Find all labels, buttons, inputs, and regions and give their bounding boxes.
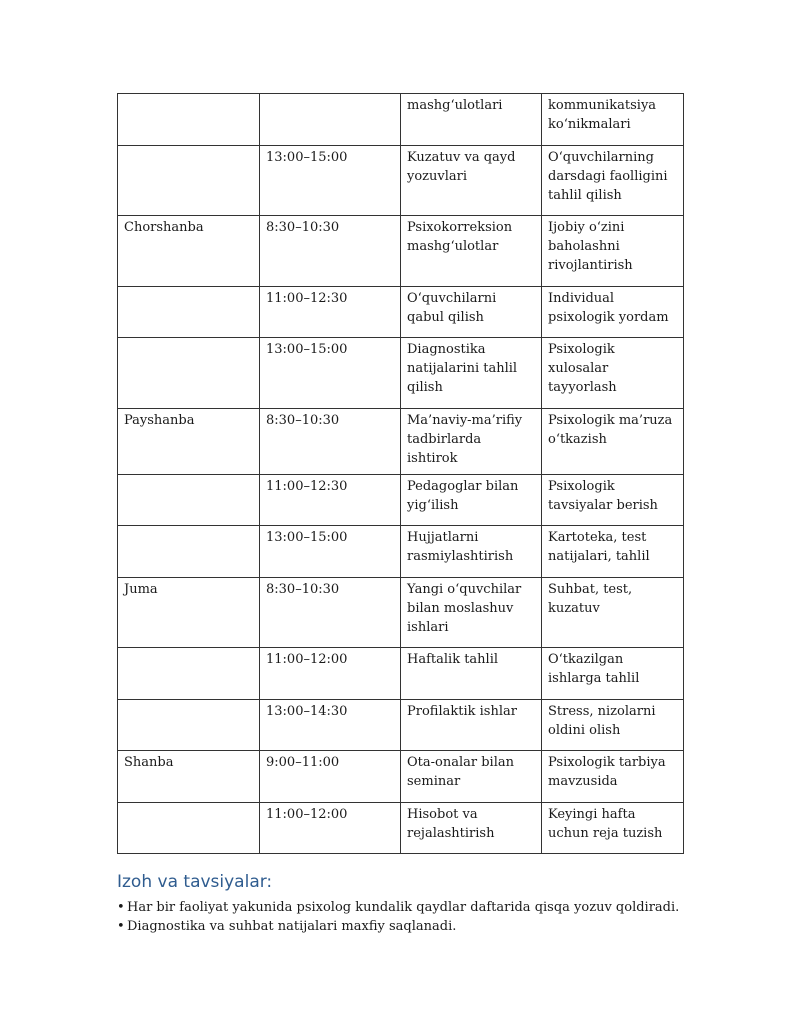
table-row <box>118 216 684 287</box>
cell-time: 9:00–11:00 <box>260 751 401 803</box>
cell-goal: Psixologik ma’ruza o‘tkazish <box>542 409 684 475</box>
cell-day <box>118 94 260 146</box>
cell-time: 11:00–12:30 <box>260 287 401 338</box>
cell-activity: Pedagoglar bilan yig‘ilish <box>401 475 542 526</box>
notes-section <box>117 872 717 936</box>
cell-time: 11:00–12:00 <box>260 648 401 700</box>
weekly-schedule-table <box>117 93 684 854</box>
cell-day <box>118 146 260 216</box>
cell-time: 8:30–10:30 <box>260 409 401 475</box>
table-row <box>118 338 684 409</box>
cell-goal: Psixologik tarbiya mavzusida <box>542 751 684 803</box>
table-row <box>118 803 684 854</box>
cell-goal: Psixologik xulosalar tayyorlash <box>542 338 684 409</box>
cell-activity: Profilaktik ishlar <box>401 700 542 751</box>
table-row <box>118 648 684 700</box>
table-row <box>118 526 684 578</box>
cell-time: 8:30–10:30 <box>260 216 401 287</box>
note-text: Diagnostika va suhbat natijalari maxfiy saqlanadi. <box>127 919 457 934</box>
cell-activity: Hujjatlarni rasmiylashtirish <box>401 526 542 578</box>
cell-goal: O‘tkazilgan ishlarga tahlil <box>542 648 684 700</box>
cell-activity: Psixokorreksion mashg‘ulotlar <box>401 216 542 287</box>
cell-goal: Suhbat, test, kuzatuv <box>542 578 684 648</box>
cell-time: 8:30–10:30 <box>260 578 401 648</box>
cell-time: 13:00–15:00 <box>260 146 401 216</box>
cell-activity: Diagnostika natijalarini tahlil qilish <box>401 338 542 409</box>
cell-activity: Kuzatuv va qayd yozuvlari <box>401 146 542 216</box>
table-row <box>118 700 684 751</box>
table-row <box>118 409 684 475</box>
cell-day: Juma <box>118 578 260 648</box>
cell-goal: Stress, nizolarni oldini olish <box>542 700 684 751</box>
notes-heading: Izoh va tavsiyalar: <box>117 872 273 892</box>
list-item <box>117 898 717 917</box>
cell-activity: Yangi o‘quvchilar bilan moslashuv ishlari <box>401 578 542 648</box>
cell-time <box>260 94 401 146</box>
cell-day <box>118 803 260 854</box>
schedule-body <box>118 94 684 854</box>
cell-day <box>118 287 260 338</box>
cell-activity: O‘quvchilarni qabul qilish <box>401 287 542 338</box>
table-row <box>118 578 684 648</box>
cell-time: 11:00–12:30 <box>260 475 401 526</box>
cell-activity: Haftalik tahlil <box>401 648 542 700</box>
cell-time: 11:00–12:00 <box>260 803 401 854</box>
table-row <box>118 94 684 146</box>
cell-goal: Keyingi hafta uchun reja tuzish <box>542 803 684 854</box>
list-item <box>117 917 717 936</box>
cell-time: 13:00–14:30 <box>260 700 401 751</box>
cell-goal: Kartoteka, test natijalari, tahlil <box>542 526 684 578</box>
bullet-icon: • <box>117 900 125 915</box>
cell-goal: Individual psixologik yordam <box>542 287 684 338</box>
cell-day <box>118 700 260 751</box>
table-row <box>118 287 684 338</box>
cell-goal: O‘quvchilarning darsdagi faolligini tahlil qilish <box>542 146 684 216</box>
cell-goal: kommunikatsiya ko‘nikmalari <box>542 94 684 146</box>
table-row <box>118 146 684 216</box>
cell-day <box>118 338 260 409</box>
cell-day <box>118 526 260 578</box>
table-row <box>118 475 684 526</box>
cell-time: 13:00–15:00 <box>260 526 401 578</box>
cell-goal: Psixologik tavsiyalar berish <box>542 475 684 526</box>
cell-activity: Ma’naviy-ma’rifiy tadbirlarda ishtirok <box>401 409 542 475</box>
cell-time: 13:00–15:00 <box>260 338 401 409</box>
table-row <box>118 751 684 803</box>
note-text: Har bir faoliyat yakunida psixolog kundalik qaydlar daftarida qisqa yozuv qoldiradi. <box>127 900 680 915</box>
notes-list <box>117 898 717 936</box>
cell-day <box>118 648 260 700</box>
cell-activity: Ota-onalar bilan seminar <box>401 751 542 803</box>
cell-day: Chorshanba <box>118 216 260 287</box>
bullet-icon: • <box>117 919 125 934</box>
cell-day: Payshanba <box>118 409 260 475</box>
cell-activity: mashg‘ulotlari <box>401 94 542 146</box>
cell-day: Shanba <box>118 751 260 803</box>
cell-day <box>118 475 260 526</box>
cell-goal: Ijobiy o‘zini baholashni rivojlantirish <box>542 216 684 287</box>
cell-activity: Hisobot va rejalashtirish <box>401 803 542 854</box>
